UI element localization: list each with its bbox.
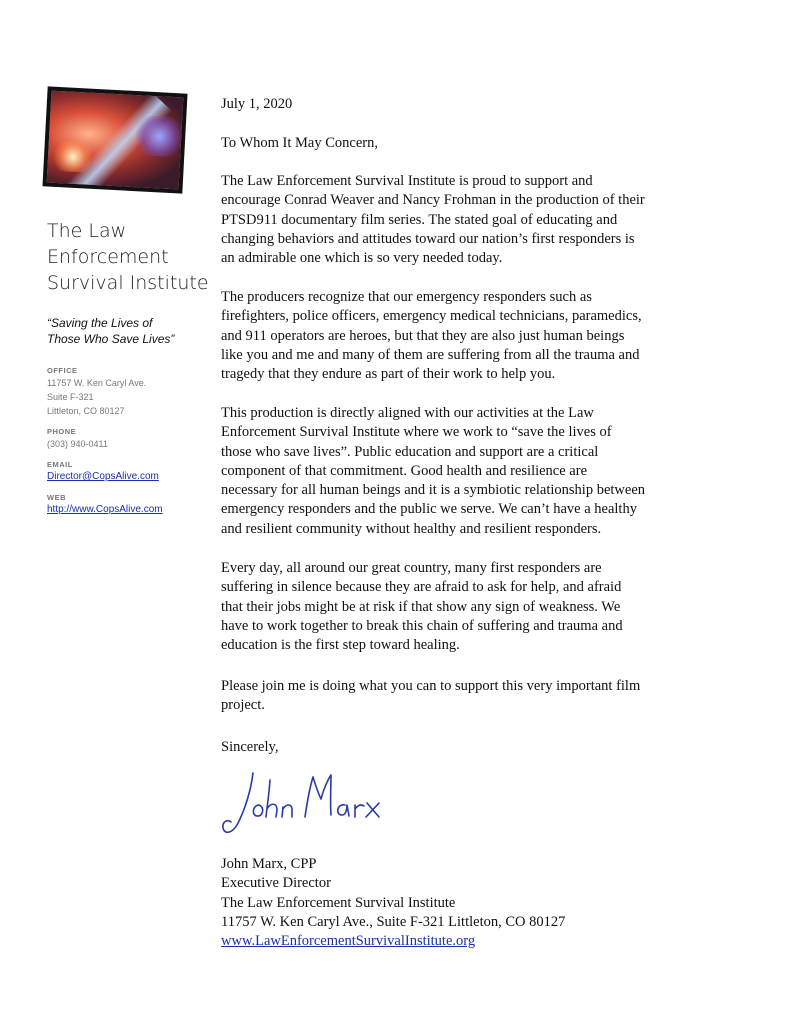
paragraph-line: This production is directly aligned with our activities at the Law (221, 405, 594, 421)
letterhead-sidebar (0, 0, 209, 1024)
letter-paragraph (221, 677, 691, 716)
org-name-line: Enforcement (47, 246, 169, 268)
paragraph-line: Please join me is doing what you can to support this very important film (221, 678, 641, 694)
phone-label: PHONE (47, 427, 77, 436)
paragraph-line: encourage Conrad Weaver and Nancy Frohman in the production of their (221, 192, 645, 209)
letter-paragraph (221, 172, 691, 268)
paragraph-line: and 911 operators are heroes, but that they are also just human beings (221, 327, 625, 344)
email-label: EMAIL (47, 460, 73, 469)
paragraph-line: an admirable one which is so very needed today. (221, 250, 503, 267)
letter-paragraph (221, 288, 691, 384)
paragraph-line: Enforcement Survival Institute where we work to “save the lives of (221, 424, 612, 441)
web-link[interactable]: http://www.CopsAlive.com (47, 504, 163, 515)
signer-address: 11757 W. Ken Caryl Ave., Suite F-321 Littleton, CO 80127 (221, 913, 566, 930)
letterhead-photo (42, 86, 187, 193)
tagline-line: “Saving the Lives of (47, 316, 153, 330)
org-name-line: The Law (47, 220, 127, 242)
office-label: OFFICE (47, 366, 78, 375)
tagline (47, 315, 207, 347)
handwritten-signature (215, 765, 385, 840)
paragraph-line: project. (221, 697, 265, 714)
office-line: Suite F-321 (47, 392, 94, 402)
letter-date: July 1, 2020 (221, 96, 293, 112)
office-line: 11757 W. Ken Caryl Ave. (47, 378, 147, 388)
letter-closing: Sincerely, (221, 739, 279, 755)
signature-block (221, 855, 565, 951)
tagline-line: Those Who Save Lives” (47, 332, 175, 346)
letter-paragraph (221, 404, 691, 539)
paragraph-line: PTSD911 documentary film series. The stated goal of educating and (221, 211, 618, 228)
signer-web-link[interactable]: www.LawEnforcementSurvivalInstitute.org (221, 933, 476, 950)
paragraph-line: firefighters, police officers, emergency medical technicians, paramedics, (221, 308, 642, 325)
paragraph-line: component of that commitment. Good health and resilience are (221, 462, 588, 479)
signer-title: Executive Director (221, 875, 331, 892)
paragraph-line: changing behaviors and attitudes toward our nation’s first responders is (221, 230, 635, 247)
paragraph-line: and resilient community without healthy and resilient responders. (221, 520, 602, 537)
phone-number: (303) 940-0411 (47, 439, 108, 449)
contact-info (47, 366, 207, 517)
paragraph-line: tragedy that they endure as part of their work to help you. (221, 366, 556, 383)
email-link[interactable]: Director@CopsAlive.com (47, 471, 159, 482)
letter-salutation: To Whom It May Concern, (221, 135, 378, 151)
signer-name: John Marx, CPP (221, 856, 317, 872)
paragraph-line: necessary for all human beings and it is a symbiotic relationship between (221, 482, 646, 499)
paragraph-line: The producers recognize that our emergency responders such as (221, 289, 592, 305)
office-line: Littleton, CO 80127 (47, 406, 125, 416)
paragraph-line: have to work together to break this chain of suffering and trauma and (221, 617, 623, 634)
paragraph-line: those who save lives”. Public education and support are a critical (221, 443, 599, 460)
web-label: WEB (47, 493, 66, 502)
paragraph-line: The Law Enforcement Survival Institute is proud to support and (221, 173, 593, 189)
paragraph-line: like you and me and many of them are suffering from all the trauma and (221, 346, 640, 363)
org-name-line: Survival Institute (47, 272, 209, 294)
paragraph-line: education is the first step toward healing. (221, 637, 460, 654)
org-name (47, 218, 207, 296)
letter-paragraph (221, 559, 691, 655)
paragraph-line: Every day, all around our great country, many first responders are (221, 560, 602, 576)
paragraph-line: emergency responders and the public we serve. We can’t have a healthy (221, 501, 637, 518)
paragraph-line: that their jobs might be at risk if that show any sign of weakness. We (221, 598, 621, 615)
paragraph-line: suffering in silence because they are afraid to ask for help, and afraid (221, 579, 622, 596)
signer-org: The Law Enforcement Survival Institute (221, 894, 456, 911)
